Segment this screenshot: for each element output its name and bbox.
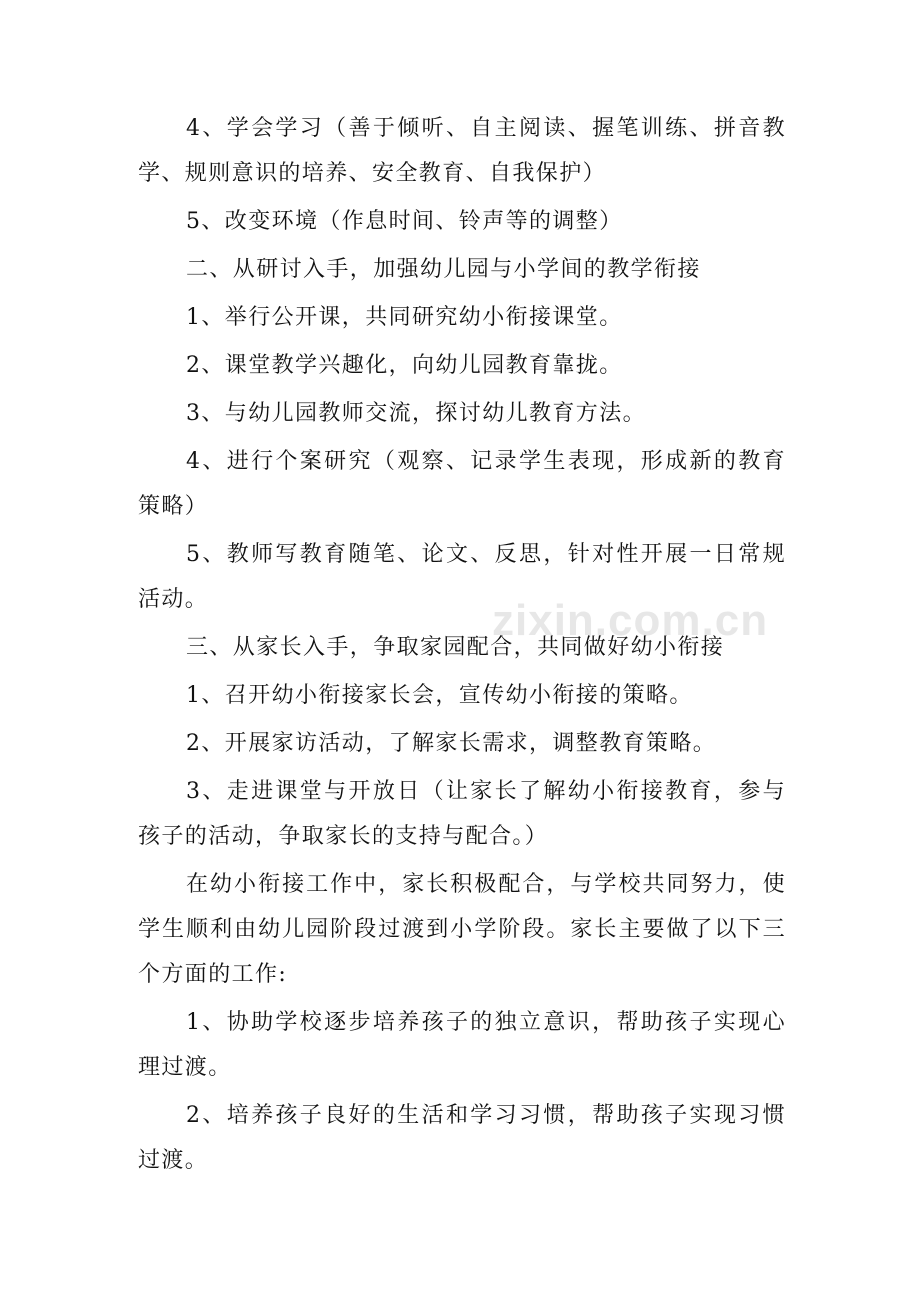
paragraph: 1、举行公开课，共同研究幼小衔接课堂。: [186, 305, 623, 330]
section-heading: 二、从研讨入手，加强幼儿园与小学间的教学衔接: [186, 257, 701, 282]
paragraph: 5、改变环境（作息时间、铃声等的调整）: [186, 209, 623, 234]
paragraph: 在幼小衔接工作中，家长积极配合，与学校共同努力，使学生顺利由幼儿园阶段过渡到小学阶段。家长主要做了以下三个方面的工作:: [138, 872, 786, 987]
paragraph: 1、召开幼小衔接家长会，宣传幼小衔接的策略。: [186, 683, 693, 708]
watermark: zixin.com.cn: [492, 596, 769, 645]
document-body: [138, 106, 786, 1186]
paragraph: 4、进行个案研究（观察、记录学生表现，形成新的教育策略）: [138, 449, 786, 519]
paragraph: 5、教师写教育随笔、论文、反思，针对性开展一日常规活动。: [138, 542, 786, 612]
paragraph: 2、培养孩子良好的生活和学习习惯，帮助孩子实现习惯过渡。: [138, 1103, 786, 1173]
section-heading: 三、从家长入手，争取家园配合，共同做好幼小衔接: [186, 635, 725, 660]
paragraph: 3、走进课堂与开放日（让家长了解幼小衔接教育，参与孩子的活动，争取家长的支持与配合。）: [138, 779, 786, 849]
paragraph: 1、协助学校逐步培养孩子的独立意识，帮助孩子实现心理过渡。: [138, 1010, 786, 1080]
paragraph: 3、与幼儿园教师交流，探讨幼儿教育方法。: [186, 401, 646, 426]
paragraph: 4、学会学习（善于倾听、自主阅读、握笔训练、拼音教学、规则意识的培养、安全教育、自我保护）: [138, 116, 786, 186]
paragraph: 2、课堂教学兴趣化，向幼儿园教育靠拢。: [186, 353, 623, 378]
paragraph: 2、开展家访活动，了解家长需求，调整教育策略。: [186, 731, 717, 756]
